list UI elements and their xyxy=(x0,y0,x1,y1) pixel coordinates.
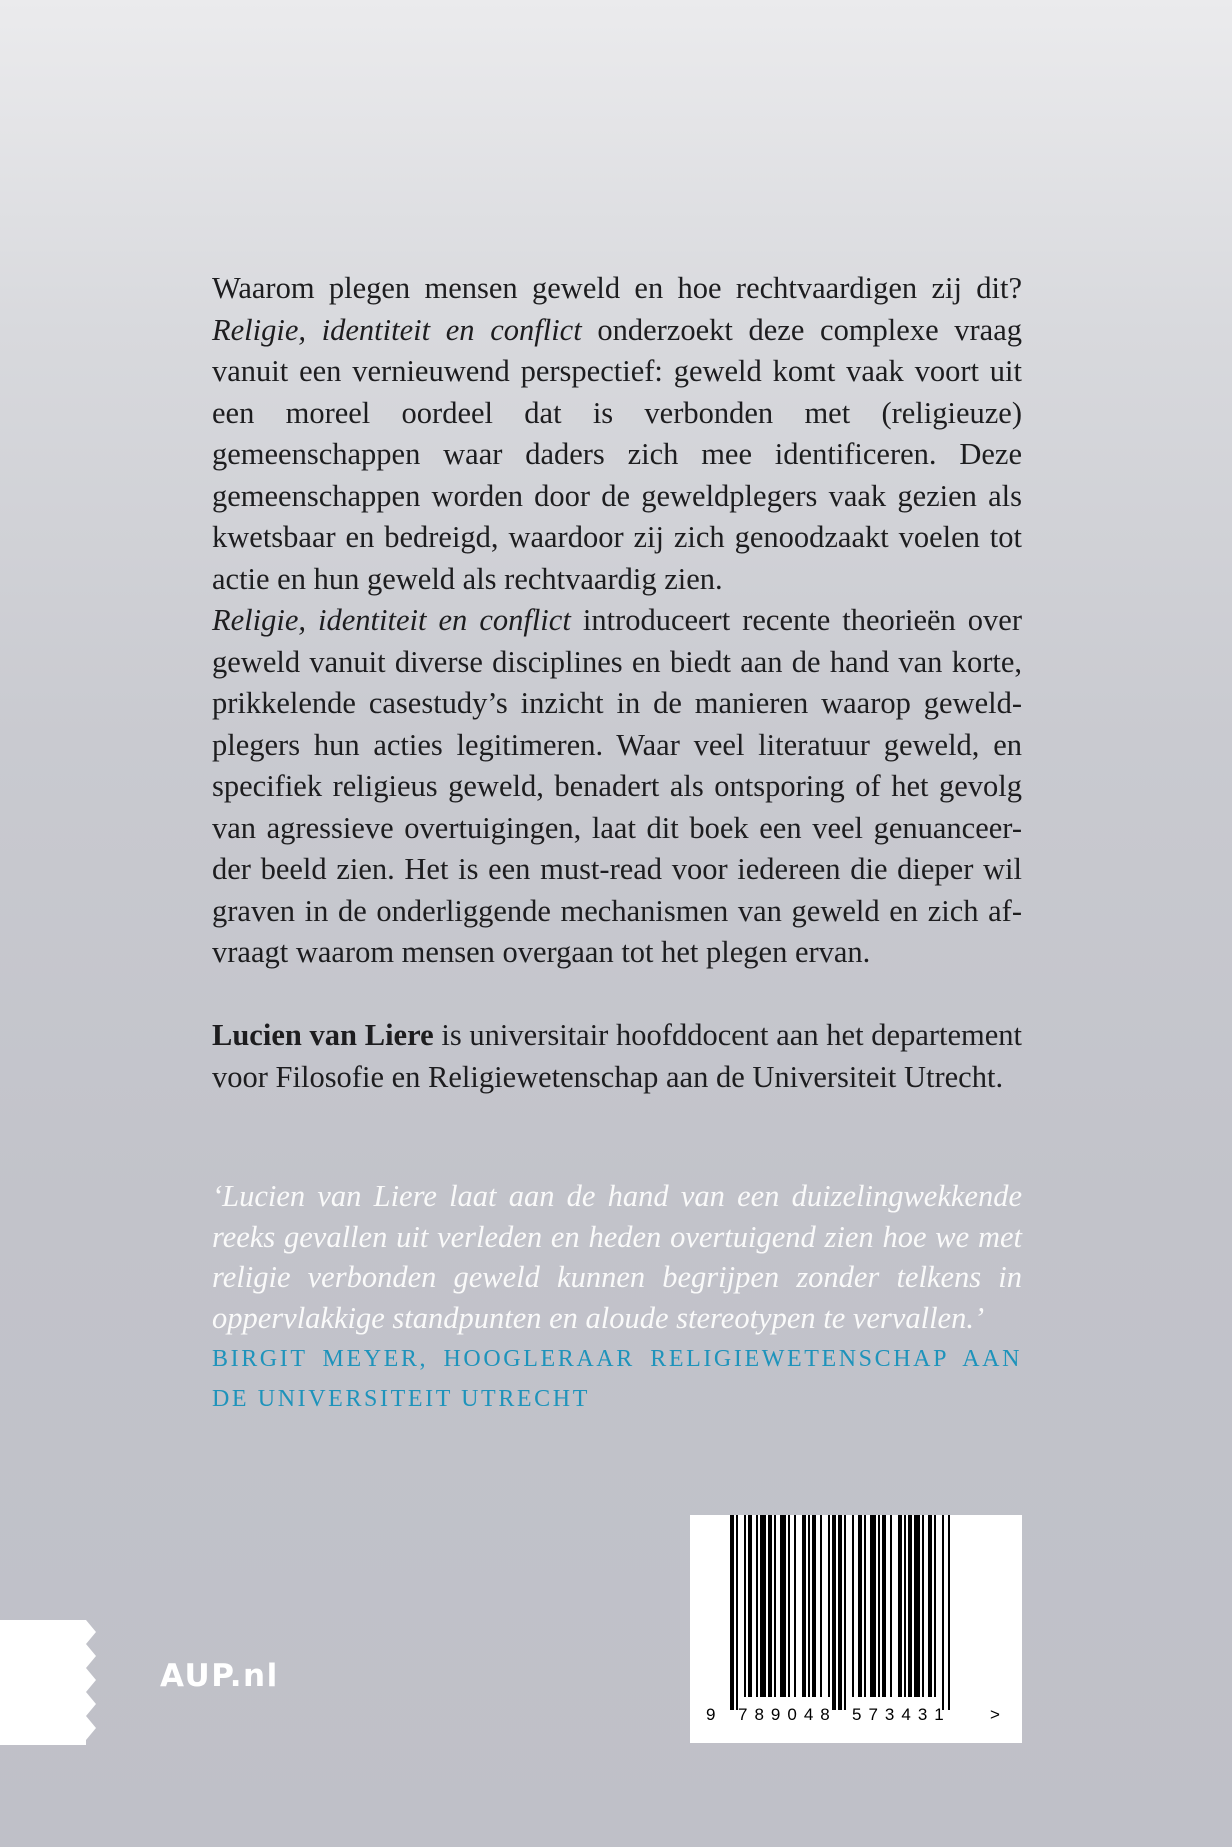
author-bio xyxy=(212,1015,1022,1098)
barcode-bar xyxy=(808,1515,810,1697)
barcode-bar xyxy=(736,1515,738,1710)
barcode-bar xyxy=(832,1515,836,1710)
barcode-bar xyxy=(942,1515,944,1710)
barcode-group-1: 789048 xyxy=(738,1705,837,1724)
barcode-bar xyxy=(768,1515,772,1697)
barcode-bar xyxy=(934,1515,936,1697)
description-second-paragraph xyxy=(212,600,1022,974)
barcode-bar xyxy=(730,1515,734,1710)
barcode-bar xyxy=(858,1515,862,1697)
isbn-barcode xyxy=(690,1515,1022,1743)
barcode-bar xyxy=(794,1515,796,1697)
publisher-logo-mark xyxy=(0,1620,100,1745)
intro-body: onderzoekt deze complexe vraag vanuit een vernieuwend perspectief: geweld komt vaak voort uit een moreel oordeel dat is verbonden met (religieuze) gemeenschappen waar daders zich mee identificeren. Deze gemeenschappen worden door de geweldplegers vaak gezien als kwetsbaar en bedreigd, waardoor zij zich genoodzaakt voelen tot actie en hun geweld als rechtvaardig zien. xyxy=(212,312,1023,596)
endorsement-attribution: BIRGIT MEYER, HOOGLERAAR RELIGIEWETENSCHAP AAN DE UNIVERSITEIT UTRECHT xyxy=(212,1346,1022,1412)
book-title-inline-2: Religie, identiteit en conflict xyxy=(212,603,571,637)
description-block xyxy=(212,268,1022,1098)
author-bio-text: is universitair hoofddocent aan het departement voor Filosofie en Religiewetenschap aan de Universiteit Utrecht. xyxy=(212,1018,1023,1094)
barcode-bar xyxy=(922,1515,924,1697)
barcode-bar xyxy=(882,1515,886,1697)
barcode-graphic xyxy=(690,1515,1022,1743)
publisher-site: AUP.nl xyxy=(160,1658,279,1694)
second-paragraph-body: introduceert recente theorieën over geweld vanuit diverse disciplines en biedt aan de hand van korte, prikkelende casestudy’s inzicht in de manieren waarop geweld-plegers hun acties legitimeren. Waar veel literatuur geweld, en specifiek religieus geweld, benadert als ontsporing of het gevolg van agressieve overtuigingen, laat dit boek een veel genuanceer-der beeld zien. Het is een must-read voor iedereen die dieper wil graven in de onderliggende mechanismen van geweld en zich af-vraagt waarom mensen overgaan tot het plegen ervan. xyxy=(212,603,1022,969)
barcode-group-2: 573431 xyxy=(852,1705,951,1724)
stamp-edge-shape xyxy=(0,1620,96,1745)
barcode-bar xyxy=(878,1515,880,1697)
barcode-bar xyxy=(780,1515,786,1697)
barcode-bar xyxy=(928,1515,932,1697)
barcode-bar xyxy=(898,1515,902,1697)
barcode-bar xyxy=(914,1515,920,1697)
barcode-bar xyxy=(948,1515,950,1710)
barcode-bar xyxy=(820,1515,822,1697)
barcode-bar xyxy=(838,1515,842,1710)
author-name: Lucien van Liere xyxy=(212,1018,434,1052)
barcode-bar xyxy=(812,1515,816,1697)
barcode-bar xyxy=(756,1515,758,1697)
endorsement-quote: ‘Lucien van Liere laat aan de hand van een duizelingwekkende reeks gevallen uit verleden en heden overtuigend zien hoe we met religie verbonden geweld kunnen begrijpen zonder telkens in oppervlakkige standpunten en aloude stereotypen te vervallen.’ xyxy=(212,1179,1022,1335)
intro-question: Waarom plegen mensen geweld en hoe rechtvaardigen zij dit? xyxy=(212,271,1022,305)
barcode-bar xyxy=(908,1515,912,1697)
barcode-bar xyxy=(744,1515,746,1697)
barcode-bar xyxy=(890,1515,892,1697)
barcode-bar xyxy=(748,1515,752,1697)
barcode-bar xyxy=(788,1515,790,1697)
barcode-bar xyxy=(852,1515,854,1697)
barcode-bar xyxy=(828,1515,830,1697)
barcode-bar xyxy=(802,1515,806,1697)
barcode-bar xyxy=(774,1515,776,1697)
barcode-bar xyxy=(870,1515,876,1697)
barcode-bar xyxy=(864,1515,866,1697)
barcode-bar xyxy=(844,1515,846,1710)
barcode-lead-digit: 9 xyxy=(706,1705,716,1724)
description-intro xyxy=(212,268,1022,600)
barcode-bar xyxy=(904,1515,906,1697)
book-title-inline: Religie, identiteit en conflict xyxy=(212,312,582,347)
barcode-bar xyxy=(760,1515,766,1697)
barcode-end-mark: > xyxy=(990,1705,1000,1724)
